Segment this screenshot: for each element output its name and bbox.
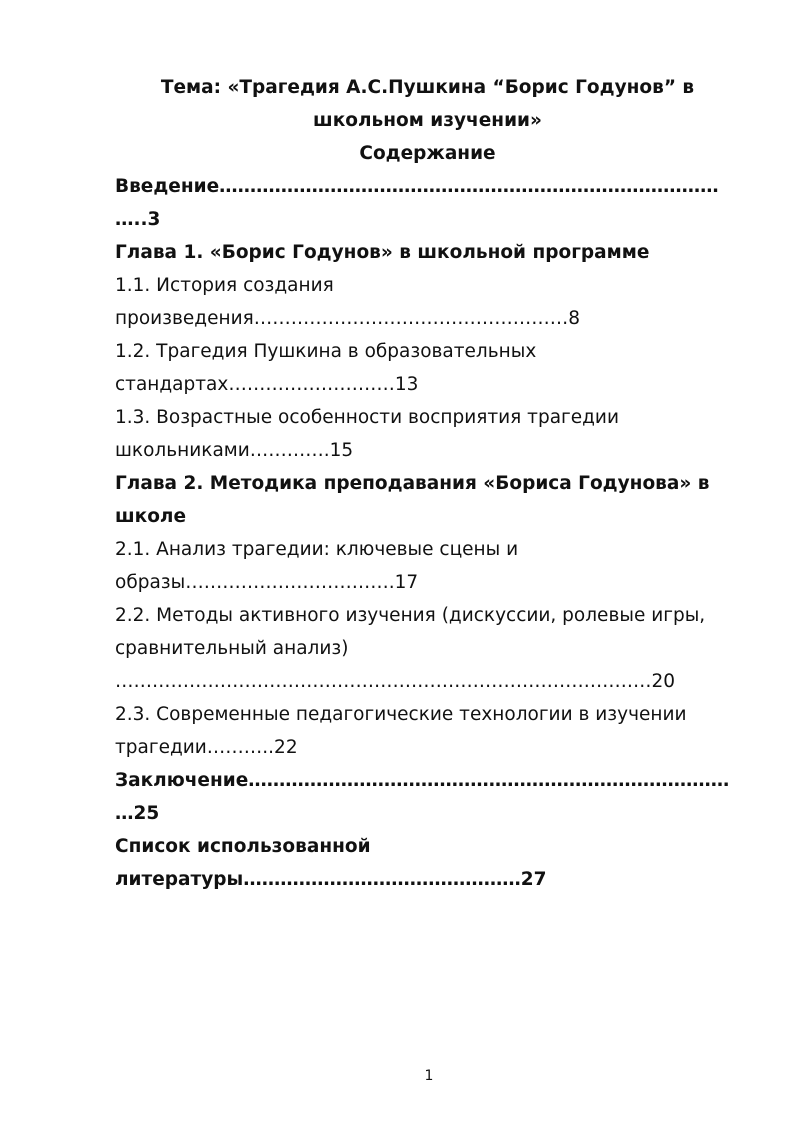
toc-chapter-2-cont: школе	[115, 506, 187, 527]
toc-section-2-2-cont: сравнительный анализ)	[115, 638, 349, 659]
toc-section-2-3: 2.3. Современные педагогические технологии в изучении	[115, 704, 687, 725]
toc-section-1-2: 1.2. Трагедия Пушкина в образовательных	[115, 341, 537, 362]
toc-section-1-1: 1.1. История создания	[115, 275, 334, 296]
toc-section-2-2: 2.2. Методы активного изучения (дискуссии, ролевые игры,	[115, 605, 706, 626]
toc-section-2-2-page: ……………………………………………………………………………20	[115, 671, 676, 692]
toc-bibliography: Список использованной	[115, 836, 371, 857]
document-title-line1: Тема: «Трагедия А.С.Пушкина “Борис Годунов” в	[160, 77, 695, 98]
toc-section-1-3-page: школьниками………….15	[115, 440, 354, 461]
toc-section-2-1: 2.1. Анализ трагедии: ключевые сцены и	[115, 539, 519, 560]
toc-section-1-3: 1.3. Возрастные особенности восприятия трагедии	[115, 407, 619, 428]
toc-bibliography-page: литературы………………………………………27	[115, 869, 547, 890]
document-title-line2: школьном изучении»	[313, 110, 542, 131]
toc-chapter-2: Глава 2. Методика преподавания «Бориса Годунова» в	[115, 473, 710, 494]
toc-introduction-page: …..3	[115, 209, 161, 230]
toc-introduction: Введение………………………………………………………………………	[115, 176, 719, 197]
toc-section-1-1-page: произведения……………………………………………8	[115, 308, 580, 329]
toc-conclusion: Заключение……………………………………………………………………	[115, 770, 730, 791]
toc-section-2-3-page: трагедии………..22	[115, 737, 298, 758]
toc-section-1-2-page: стандартах………………………13	[115, 374, 419, 395]
page-number: 1	[424, 1068, 434, 1084]
toc-chapter-1: Глава 1. «Борис Годунов» в школьной программе	[115, 242, 650, 263]
toc-section-2-1-page: образы…………………………….17	[115, 572, 419, 593]
toc-conclusion-page: …25	[115, 803, 160, 824]
contents-heading: Содержание	[359, 143, 496, 164]
